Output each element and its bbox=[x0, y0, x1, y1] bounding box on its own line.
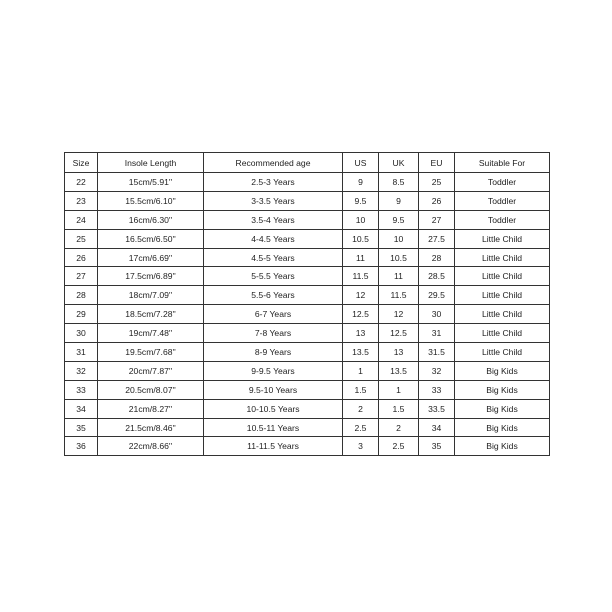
cell-us: 10.5 bbox=[343, 229, 379, 248]
cell-uk: 11.5 bbox=[379, 286, 419, 305]
header-uk: UK bbox=[379, 153, 419, 173]
cell-us: 12 bbox=[343, 286, 379, 305]
table-row bbox=[65, 305, 550, 324]
cell-us: 11.5 bbox=[343, 267, 379, 286]
cell-suitable-for: Little Child bbox=[455, 267, 550, 286]
cell-size: 26 bbox=[65, 248, 98, 267]
cell-us: 13 bbox=[343, 324, 379, 343]
cell-eu: 31 bbox=[419, 324, 455, 343]
table-row bbox=[65, 248, 550, 267]
cell-recommended-age: 9.5-10 Years bbox=[204, 380, 343, 399]
cell-insole-length: 20cm/7.87'' bbox=[98, 361, 204, 380]
cell-uk: 12.5 bbox=[379, 324, 419, 343]
cell-eu: 35 bbox=[419, 437, 455, 456]
header-size: Size bbox=[65, 153, 98, 173]
cell-eu: 31.5 bbox=[419, 343, 455, 362]
cell-uk: 9.5 bbox=[379, 210, 419, 229]
cell-suitable-for: Toddler bbox=[455, 191, 550, 210]
cell-size: 29 bbox=[65, 305, 98, 324]
cell-size: 22 bbox=[65, 173, 98, 192]
cell-uk: 2.5 bbox=[379, 437, 419, 456]
cell-us: 2.5 bbox=[343, 418, 379, 437]
cell-suitable-for: Little Child bbox=[455, 343, 550, 362]
size-chart-table bbox=[64, 152, 550, 456]
cell-suitable-for: Big Kids bbox=[455, 380, 550, 399]
cell-eu: 29.5 bbox=[419, 286, 455, 305]
cell-us: 1 bbox=[343, 361, 379, 380]
cell-insole-length: 17cm/6.69'' bbox=[98, 248, 204, 267]
cell-us: 10 bbox=[343, 210, 379, 229]
cell-uk: 8.5 bbox=[379, 173, 419, 192]
header-suitable-for: Suitable For bbox=[455, 153, 550, 173]
cell-recommended-age: 4-4.5 Years bbox=[204, 229, 343, 248]
cell-suitable-for: Little Child bbox=[455, 305, 550, 324]
header-insole-length: Insole Length bbox=[98, 153, 204, 173]
cell-suitable-for: Little Child bbox=[455, 286, 550, 305]
cell-size: 24 bbox=[65, 210, 98, 229]
cell-recommended-age: 10.5-11 Years bbox=[204, 418, 343, 437]
cell-eu: 34 bbox=[419, 418, 455, 437]
cell-recommended-age: 5.5-6 Years bbox=[204, 286, 343, 305]
cell-uk: 13.5 bbox=[379, 361, 419, 380]
cell-uk: 1 bbox=[379, 380, 419, 399]
cell-uk: 13 bbox=[379, 343, 419, 362]
cell-size: 30 bbox=[65, 324, 98, 343]
table-row bbox=[65, 418, 550, 437]
cell-suitable-for: Big Kids bbox=[455, 361, 550, 380]
table-row bbox=[65, 437, 550, 456]
cell-suitable-for: Toddler bbox=[455, 173, 550, 192]
cell-us: 9.5 bbox=[343, 191, 379, 210]
table-row bbox=[65, 361, 550, 380]
table-row bbox=[65, 267, 550, 286]
cell-eu: 28 bbox=[419, 248, 455, 267]
cell-suitable-for: Big Kids bbox=[455, 418, 550, 437]
cell-recommended-age: 4.5-5 Years bbox=[204, 248, 343, 267]
cell-suitable-for: Big Kids bbox=[455, 399, 550, 418]
cell-insole-length: 16.5cm/6.50'' bbox=[98, 229, 204, 248]
table-row bbox=[65, 173, 550, 192]
cell-recommended-age: 7-8 Years bbox=[204, 324, 343, 343]
cell-insole-length: 21cm/8.27'' bbox=[98, 399, 204, 418]
cell-uk: 12 bbox=[379, 305, 419, 324]
table-header bbox=[65, 153, 550, 173]
cell-size: 33 bbox=[65, 380, 98, 399]
cell-size: 27 bbox=[65, 267, 98, 286]
cell-suitable-for: Little Child bbox=[455, 229, 550, 248]
cell-uk: 1.5 bbox=[379, 399, 419, 418]
cell-us: 11 bbox=[343, 248, 379, 267]
header-eu: EU bbox=[419, 153, 455, 173]
cell-us: 9 bbox=[343, 173, 379, 192]
cell-insole-length: 19cm/7.48'' bbox=[98, 324, 204, 343]
table-row bbox=[65, 399, 550, 418]
cell-uk: 9 bbox=[379, 191, 419, 210]
cell-us: 2 bbox=[343, 399, 379, 418]
cell-size: 35 bbox=[65, 418, 98, 437]
header-row bbox=[65, 153, 550, 173]
cell-size: 31 bbox=[65, 343, 98, 362]
cell-us: 3 bbox=[343, 437, 379, 456]
cell-insole-length: 21.5cm/8.46'' bbox=[98, 418, 204, 437]
cell-insole-length: 18.5cm/7.28'' bbox=[98, 305, 204, 324]
cell-insole-length: 22cm/8.66'' bbox=[98, 437, 204, 456]
cell-suitable-for: Little Child bbox=[455, 324, 550, 343]
cell-insole-length: 18cm/7.09'' bbox=[98, 286, 204, 305]
table-row bbox=[65, 343, 550, 362]
table-row bbox=[65, 286, 550, 305]
cell-size: 25 bbox=[65, 229, 98, 248]
header-us: US bbox=[343, 153, 379, 173]
cell-insole-length: 16cm/6.30'' bbox=[98, 210, 204, 229]
cell-insole-length: 15.5cm/6.10'' bbox=[98, 191, 204, 210]
cell-eu: 33 bbox=[419, 380, 455, 399]
cell-eu: 25 bbox=[419, 173, 455, 192]
cell-size: 28 bbox=[65, 286, 98, 305]
cell-uk: 10.5 bbox=[379, 248, 419, 267]
cell-insole-length: 19.5cm/7.68'' bbox=[98, 343, 204, 362]
table-row bbox=[65, 324, 550, 343]
cell-eu: 27 bbox=[419, 210, 455, 229]
cell-us: 13.5 bbox=[343, 343, 379, 362]
cell-recommended-age: 2.5-3 Years bbox=[204, 173, 343, 192]
table-row bbox=[65, 210, 550, 229]
table-row bbox=[65, 191, 550, 210]
cell-recommended-age: 3-3.5 Years bbox=[204, 191, 343, 210]
cell-size: 34 bbox=[65, 399, 98, 418]
cell-suitable-for: Toddler bbox=[455, 210, 550, 229]
cell-us: 12.5 bbox=[343, 305, 379, 324]
cell-size: 36 bbox=[65, 437, 98, 456]
cell-size: 32 bbox=[65, 361, 98, 380]
cell-suitable-for: Little Child bbox=[455, 248, 550, 267]
cell-recommended-age: 8-9 Years bbox=[204, 343, 343, 362]
cell-uk: 2 bbox=[379, 418, 419, 437]
table-row bbox=[65, 229, 550, 248]
cell-suitable-for: Big Kids bbox=[455, 437, 550, 456]
cell-eu: 33.5 bbox=[419, 399, 455, 418]
cell-size: 23 bbox=[65, 191, 98, 210]
cell-recommended-age: 11-11.5 Years bbox=[204, 437, 343, 456]
table-body bbox=[65, 173, 550, 456]
cell-insole-length: 17.5cm/6.89'' bbox=[98, 267, 204, 286]
cell-recommended-age: 10-10.5 Years bbox=[204, 399, 343, 418]
cell-uk: 11 bbox=[379, 267, 419, 286]
cell-recommended-age: 6-7 Years bbox=[204, 305, 343, 324]
cell-eu: 30 bbox=[419, 305, 455, 324]
table-row bbox=[65, 380, 550, 399]
cell-eu: 28.5 bbox=[419, 267, 455, 286]
cell-eu: 26 bbox=[419, 191, 455, 210]
cell-insole-length: 15cm/5.91'' bbox=[98, 173, 204, 192]
cell-recommended-age: 9-9.5 Years bbox=[204, 361, 343, 380]
cell-eu: 32 bbox=[419, 361, 455, 380]
cell-uk: 10 bbox=[379, 229, 419, 248]
cell-us: 1.5 bbox=[343, 380, 379, 399]
cell-recommended-age: 3.5-4 Years bbox=[204, 210, 343, 229]
header-recommended-age: Recommended age bbox=[204, 153, 343, 173]
cell-insole-length: 20.5cm/8.07'' bbox=[98, 380, 204, 399]
cell-eu: 27.5 bbox=[419, 229, 455, 248]
cell-recommended-age: 5-5.5 Years bbox=[204, 267, 343, 286]
